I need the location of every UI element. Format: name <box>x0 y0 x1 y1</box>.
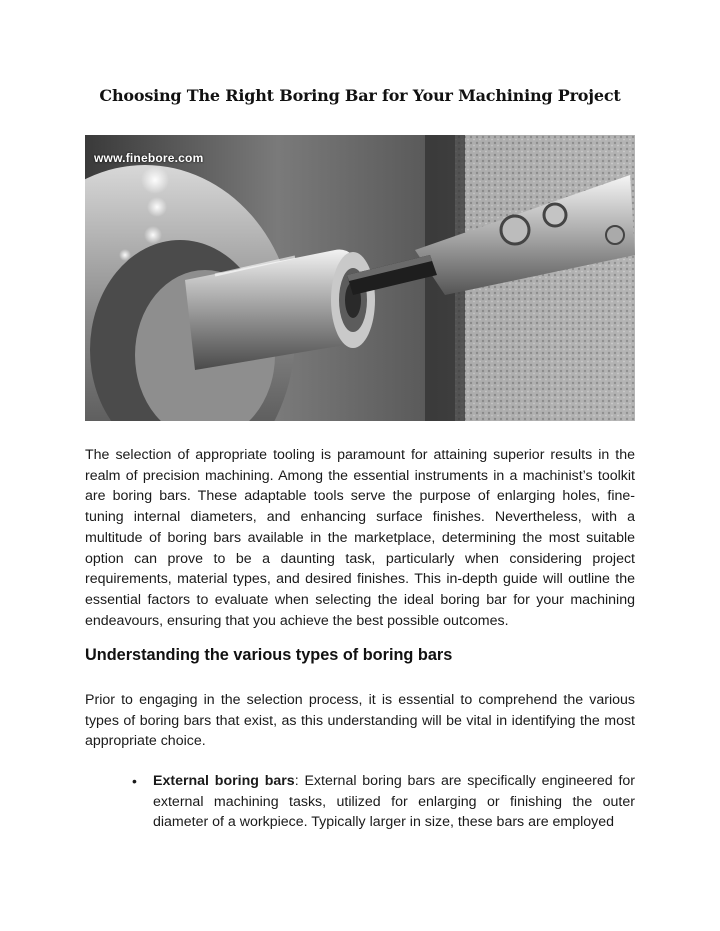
lathe-boring-bar-photo <box>85 135 635 421</box>
document-title: Choosing The Right Boring Bar for Your Machining Project <box>99 86 621 105</box>
bullet-term: External boring bars <box>153 773 295 789</box>
intro-paragraph: The selection of appropriate tooling is paramount for attaining superior results in the realm of precision machining. Among the essential instruments in a machinist’s toolkit are boring bars. These adaptable tools serve the purpose of enlarging holes, fine-tuning internal diameters, and enhancing surface finishes. Nevertheless, with a multitude of boring bars available in the marketplace, determining the most suitable option can prove to be a daunting task, particularly when considering project requirements, material types, and desired finishes. This in-depth guide will outline the essential factors to evaluate when selecting the ideal boring bar for your machining endeavours, ensuring that you achieve the best possible outcomes. <box>85 447 635 629</box>
bullet-list <box>85 771 635 833</box>
section-paragraph: Prior to engaging in the selection process, it is essential to comprehend the various types of boring bars that exist, as this understanding will be vital in identifying the most appropriate choice. <box>85 692 635 750</box>
bullet-marker: • <box>132 773 137 789</box>
watermark-text: www.finebore.com <box>94 151 204 165</box>
list-item <box>85 771 635 833</box>
machining-photo-illustration <box>85 135 635 421</box>
bullet-text: : External boring bars are specifically engineered for external machining tasks, utilized for enlarging or finishing the outer diameter of a workpiece. Typically larger in size, these bars are employed <box>153 773 636 831</box>
section-heading: Understanding the various types of boring bars <box>85 646 453 664</box>
